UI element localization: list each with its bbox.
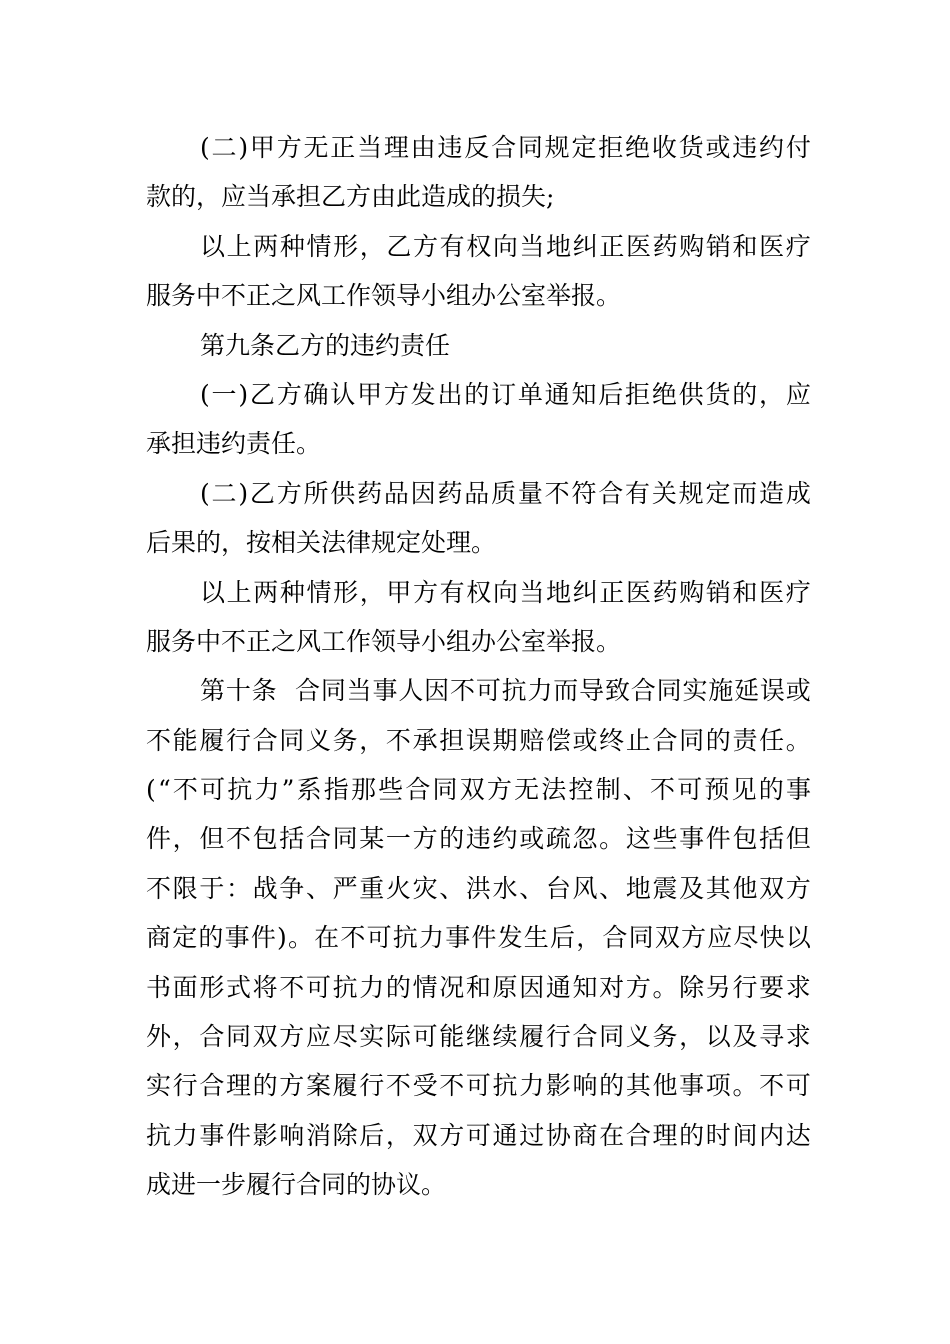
text-line: 商 定 的 事 件 ) 。 在 不 可 抗 力 事 件 发 生 后 ， 合 同 双 方 应 尽 快 以 bbox=[146, 923, 811, 953]
document-body bbox=[146, 123, 811, 1210]
text-line: 服务中不正之风工作领导小组办公室举报。 bbox=[146, 626, 622, 656]
text-line: 后果的，按相关法律规定处理。 bbox=[146, 528, 497, 558]
paragraph bbox=[146, 469, 811, 568]
text-line: 抗 力 事 件 影 响 消 除 后 ， 双 方 可 通 过 协 商 在 合 理 的 时 间 内 达 bbox=[146, 1120, 811, 1150]
text-line: 第 十 条 合 同 当 事 人 因 不 可 抗 力 而 导 致 合 同 实 施 延 误 或 bbox=[200, 676, 811, 706]
paragraph bbox=[146, 222, 811, 321]
text-line: 以 上 两 种 情 形 ， 乙 方 有 权 向 当 地 纠 正 医 药 购 销 和 医 疗 bbox=[200, 231, 811, 261]
text-line: ( 一 ) 乙 方 确 认 甲 方 发 出 的 订 单 通 知 后 拒 绝 供 货 的 ， 应 bbox=[200, 379, 811, 409]
text-line: 不 限 于 ： 战 争 、 严 重 火 灾 、 洪 水 、 台 风 、 地 震 及 其 他 双 方 bbox=[146, 873, 811, 903]
paragraph bbox=[146, 370, 811, 469]
text-line: 件 ， 但 不 包 括 合 同 某 一 方 的 违 约 或 疏 忽 。 这 些 事 件 包 括 但 bbox=[146, 824, 811, 854]
text-line: ( 二 ) 乙 方 所 供 药 品 因 药 品 质 量 不 符 合 有 关 规 定 而 造 成 bbox=[200, 478, 811, 508]
paragraph bbox=[146, 666, 811, 1209]
text-line: ( “ 不 可 抗 力 ” 系 指 那 些 合 同 双 方 无 法 控 制 、 不 可 预 见 的 事 bbox=[146, 775, 811, 805]
text-line: 款的，应当承担乙方由此造成的损失; bbox=[146, 182, 555, 212]
text-line: ( 二 ) 甲 方 无 正 当 理 由 违 反 合 同 规 定 拒 绝 收 货 或 违 约 付 bbox=[200, 133, 811, 162]
text-line: 承担违约责任。 bbox=[146, 429, 322, 459]
paragraph bbox=[146, 123, 811, 222]
text-line: 以 上 两 种 情 形 ， 甲 方 有 权 向 当 地 纠 正 医 药 购 销 和 医 疗 bbox=[200, 577, 811, 607]
paragraph bbox=[146, 321, 811, 370]
text-line: 成进一步履行合同的协议。 bbox=[146, 1170, 447, 1200]
text-line: 实 行 合 理 的 方 案 履 行 不 受 不 可 抗 力 影 响 的 其 他 事 项 。 不 可 bbox=[146, 1071, 811, 1101]
article-heading: 第九条乙方的违约责任 bbox=[200, 330, 451, 360]
text-line: 外 ， 合 同 双 方 应 尽 实 际 可 能 继 续 履 行 合 同 义 务 ， 以 及 寻 求 bbox=[146, 1022, 811, 1052]
text-line: 服务中不正之风工作领导小组办公室举报。 bbox=[146, 281, 622, 311]
text-line: 不 能 履 行 合 同 义 务 ， 不 承 担 误 期 赔 偿 或 终 止 合 同 的 责 任 。 bbox=[146, 725, 811, 755]
paragraph bbox=[146, 568, 811, 667]
text-line: 书 面 形 式 将 不 可 抗 力 的 情 况 和 原 因 通 知 对 方 。 除 另 行 要 求 bbox=[146, 972, 811, 1002]
